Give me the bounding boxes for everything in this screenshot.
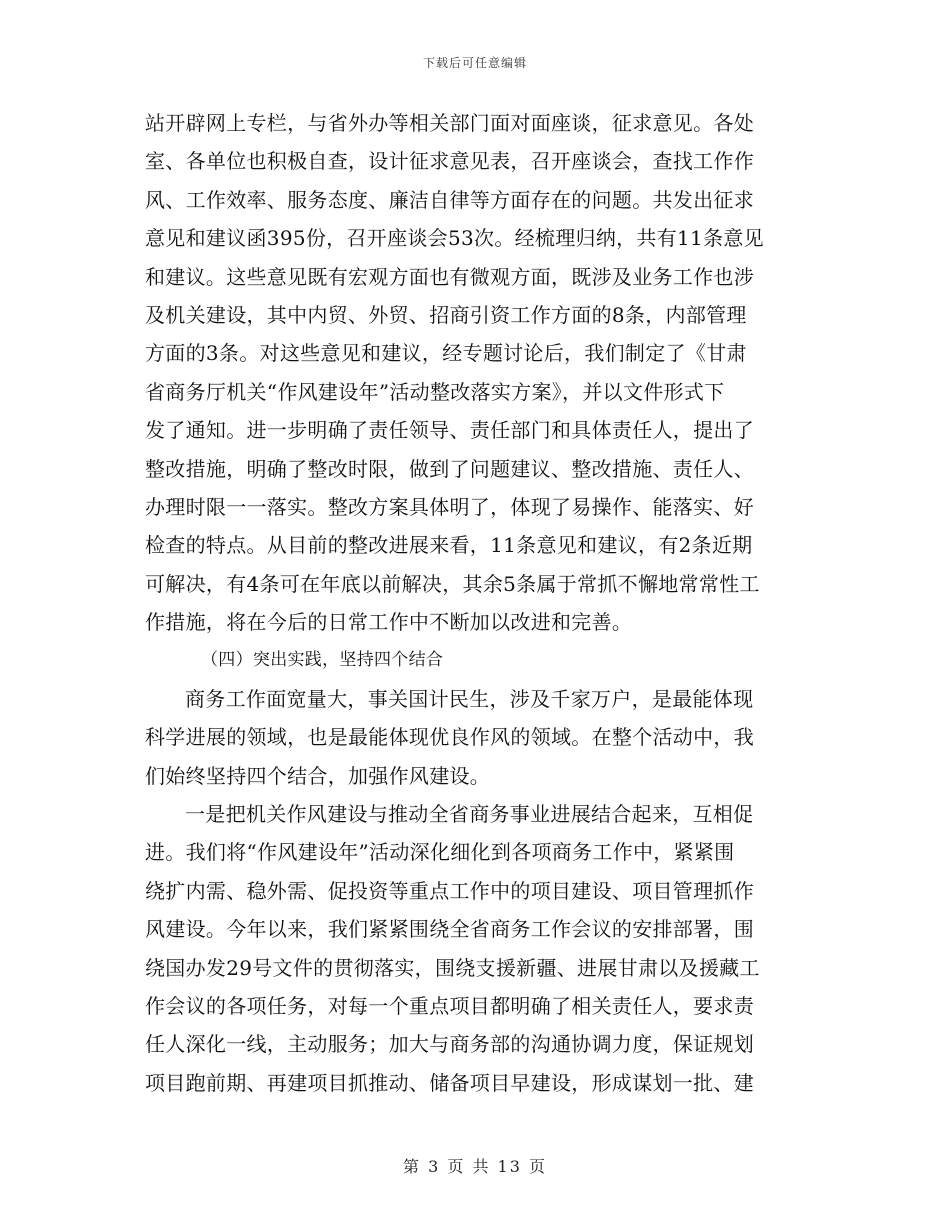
body-line: 风、工作效率、服务态度、廉洁自律等方面存在的问题。共发出征求 — [145, 187, 754, 212]
body-line: 和建议。这些意见既有宏观方面也有微观方面，既涉及业务工作也涉 — [145, 264, 754, 289]
body-line: 们始终坚持四个结合，加强作风建设。 — [145, 763, 491, 788]
document-body — [145, 104, 805, 1102]
body-line: 绕扩内需、稳外需、促投资等重点工作中的项目建设、项目管理抓作 — [145, 878, 754, 903]
body-line: 风建设。今年以来，我们紧紧围绕全省商务工作会议的安排部署，围 — [145, 917, 754, 942]
body-line: 商务工作面宽量大，事关国计民生，涉及千家万户，是最能体现 — [185, 686, 754, 711]
body-line: 任人深化一线，主动服务；加大与商务部的沟通协调力度，保证规划 — [145, 1032, 754, 1057]
body-line: 一是把机关作风建设与推动全省商务事业进展结合起来，互相促 — [185, 802, 754, 827]
body-line: 省商务厅机关“作风建设年”活动整改落实方案》，并以文件形式下 — [145, 379, 725, 404]
body-line: 绕国办发29号文件的贯彻落实，围绕支援新疆、进展甘肃以及援藏工 — [145, 955, 760, 980]
body-line: 科学进展的领域，也是最能体现优良作风的领域。在整个活动中，我 — [145, 725, 754, 750]
body-line: 发了通知。进一步明确了责任领导、责任部门和具体责任人，提出了 — [145, 418, 754, 443]
body-line: 及机关建设，其中内贸、外贸、招商引资工作方面的8条，内部管理 — [145, 302, 747, 327]
body-line: 整改措施，明确了整改时限，做到了问题建议、整改措施、责任人、 — [145, 456, 754, 481]
body-line: 作会议的各项任务，对每一个重点项目都明确了相关责任人，要求责 — [145, 993, 754, 1018]
body-line: 可解决，有4条可在年底以前解决，其余5条属于常抓不懈地常常性工 — [145, 571, 760, 596]
section-heading: （四）突出实践，坚持四个结合 — [201, 650, 444, 671]
body-line: 办理时限一一落实。整改方案具体明了，体现了易操作、能落实、好 — [145, 494, 754, 519]
page-number: 第 3 页 共 13 页 — [403, 1157, 547, 1176]
body-line: 作措施，将在今后的日常工作中不断加以改进和完善。 — [145, 610, 633, 635]
page-header: 下载后可任意编辑 — [422, 56, 527, 70]
body-line: 进。我们将“作风建设年”活动深化细化到各项商务工作中，紧紧围 — [145, 840, 735, 865]
body-line: 站开辟网上专栏，与省外办等相关部门面对面座谈，征求意见。各处 — [145, 111, 754, 135]
body-line: 项目跑前期、再建项目抓推动、储备项目早建设，形成谋划一批、建 — [145, 1070, 754, 1095]
body-line: 室、各单位也积极自查，设计征求意见表，召开座谈会，查找工作作 — [145, 149, 754, 174]
body-line: 意见和建议函395份，召开座谈会53次。经梳理归纳，共有11条意见 — [145, 226, 764, 251]
body-line: 检查的特点。从目前的整改进展来看，11条意见和建议，有2条近期 — [145, 533, 753, 558]
body-line: 方面的3条。对这些意见和建议，经专题讨论后，我们制定了《甘肃 — [145, 341, 747, 366]
